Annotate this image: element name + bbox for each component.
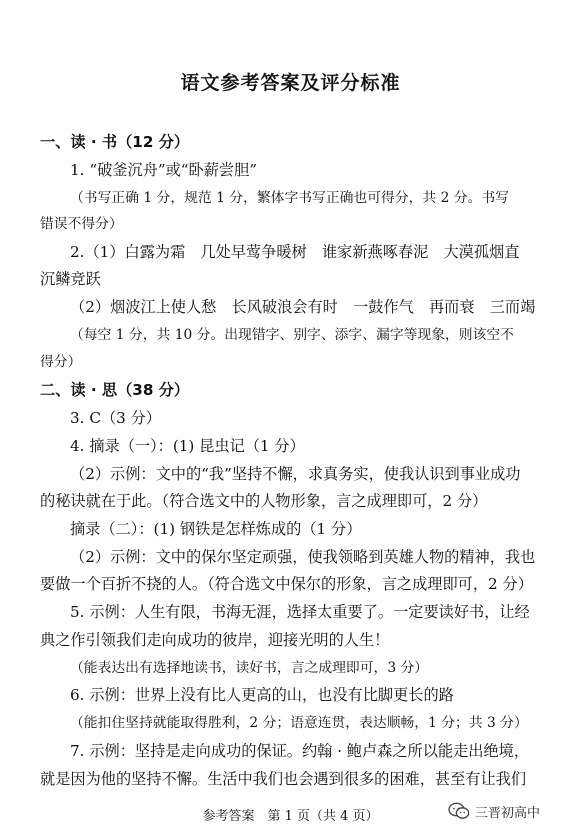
answer-line: 7. 示例：坚持是走向成功的保证。约翰 · 鲍卢森之所以能走出绝境， (70, 742, 530, 760)
answer-line: 就是因为他的坚持不懈。生活中我们也会遇到很多的困难，甚至有让我们 (40, 770, 526, 788)
answer-line: （2）示例：文中的“我”坚持不懈，求真务实，使我认识到事业成功 (70, 465, 521, 483)
answer-line: 沉鳞竞跃 (40, 270, 101, 288)
answer-line: 3. C（3 分） (70, 409, 161, 427)
answer-line: 要做一个百折不挠的人。（符合选文中保尔的形象，言之成理即可，2 分） (40, 575, 533, 593)
scoring-note: （每空 1 分，共 10 分。出现错字、别字、添字、漏字等现象，则该空不 (70, 327, 514, 343)
scoring-note: （能表达出有选择地读书，读好书，言之成理即可，3 分） (70, 660, 429, 676)
scoring-note: 错误不得分） (40, 216, 123, 232)
answer-line: （2）示例：文中的保尔坚定顽强，使我领略到英雄人物的精神，我也 (70, 548, 536, 566)
document-title: 语文参考答案及评分标准 (180, 72, 401, 94)
scoring-note: （书写正确 1 分，规范 1 分，繁体字书写正确也可得分，共 2 分。书写 (70, 190, 509, 206)
answer-line: （2）烟波江上使人愁 长风破浪会有时 一鼓作气 再而衰 三而竭 (70, 298, 536, 316)
scoring-note: 得分） (40, 354, 82, 370)
answer-line: 6. 示例：世界上没有比人更高的山，也没有比脚更长的路 (70, 686, 454, 704)
page-footer: 参考答案 第 1 页（共 4 页） (202, 809, 379, 824)
watermark (448, 798, 578, 824)
answer-line: 5. 示例：人生有限，书海无涯，选择太重要了。一定要读好书，让经 (70, 603, 530, 621)
scoring-note: （能扣住坚持就能取得胜利，2 分；语意连贯，表达顺畅，1 分；共 3 分） (70, 715, 528, 731)
section-heading-2: 二、读 · 思（38 分） (40, 381, 190, 399)
answer-line: 的秘诀就在于此。（符合选文中的人物形象，言之成理即可，2 分） (40, 492, 488, 510)
answer-line: 典之作引领我们走向成功的彼岸，迎接光明的人生！ (40, 631, 390, 649)
answer-line: 摘录（二）：(1) 钢铁是怎样炼成的（1 分） (70, 520, 362, 538)
answer-line: 2.（1）白露为霜 几处早莺争暖树 谁家新燕啄春泥 大漠孤烟直 (70, 243, 520, 261)
section-heading-1: 一、读 · 书（12 分） (40, 133, 190, 151)
wechat-icon (448, 802, 470, 820)
answer-line: 1. “破釜沉舟”或“卧薪尝胆” (70, 161, 258, 179)
answer-line: 4. 摘录（一）：(1) 昆虫记（1 分） (70, 437, 305, 455)
watermark-text: 三晋初高中 (475, 805, 541, 821)
